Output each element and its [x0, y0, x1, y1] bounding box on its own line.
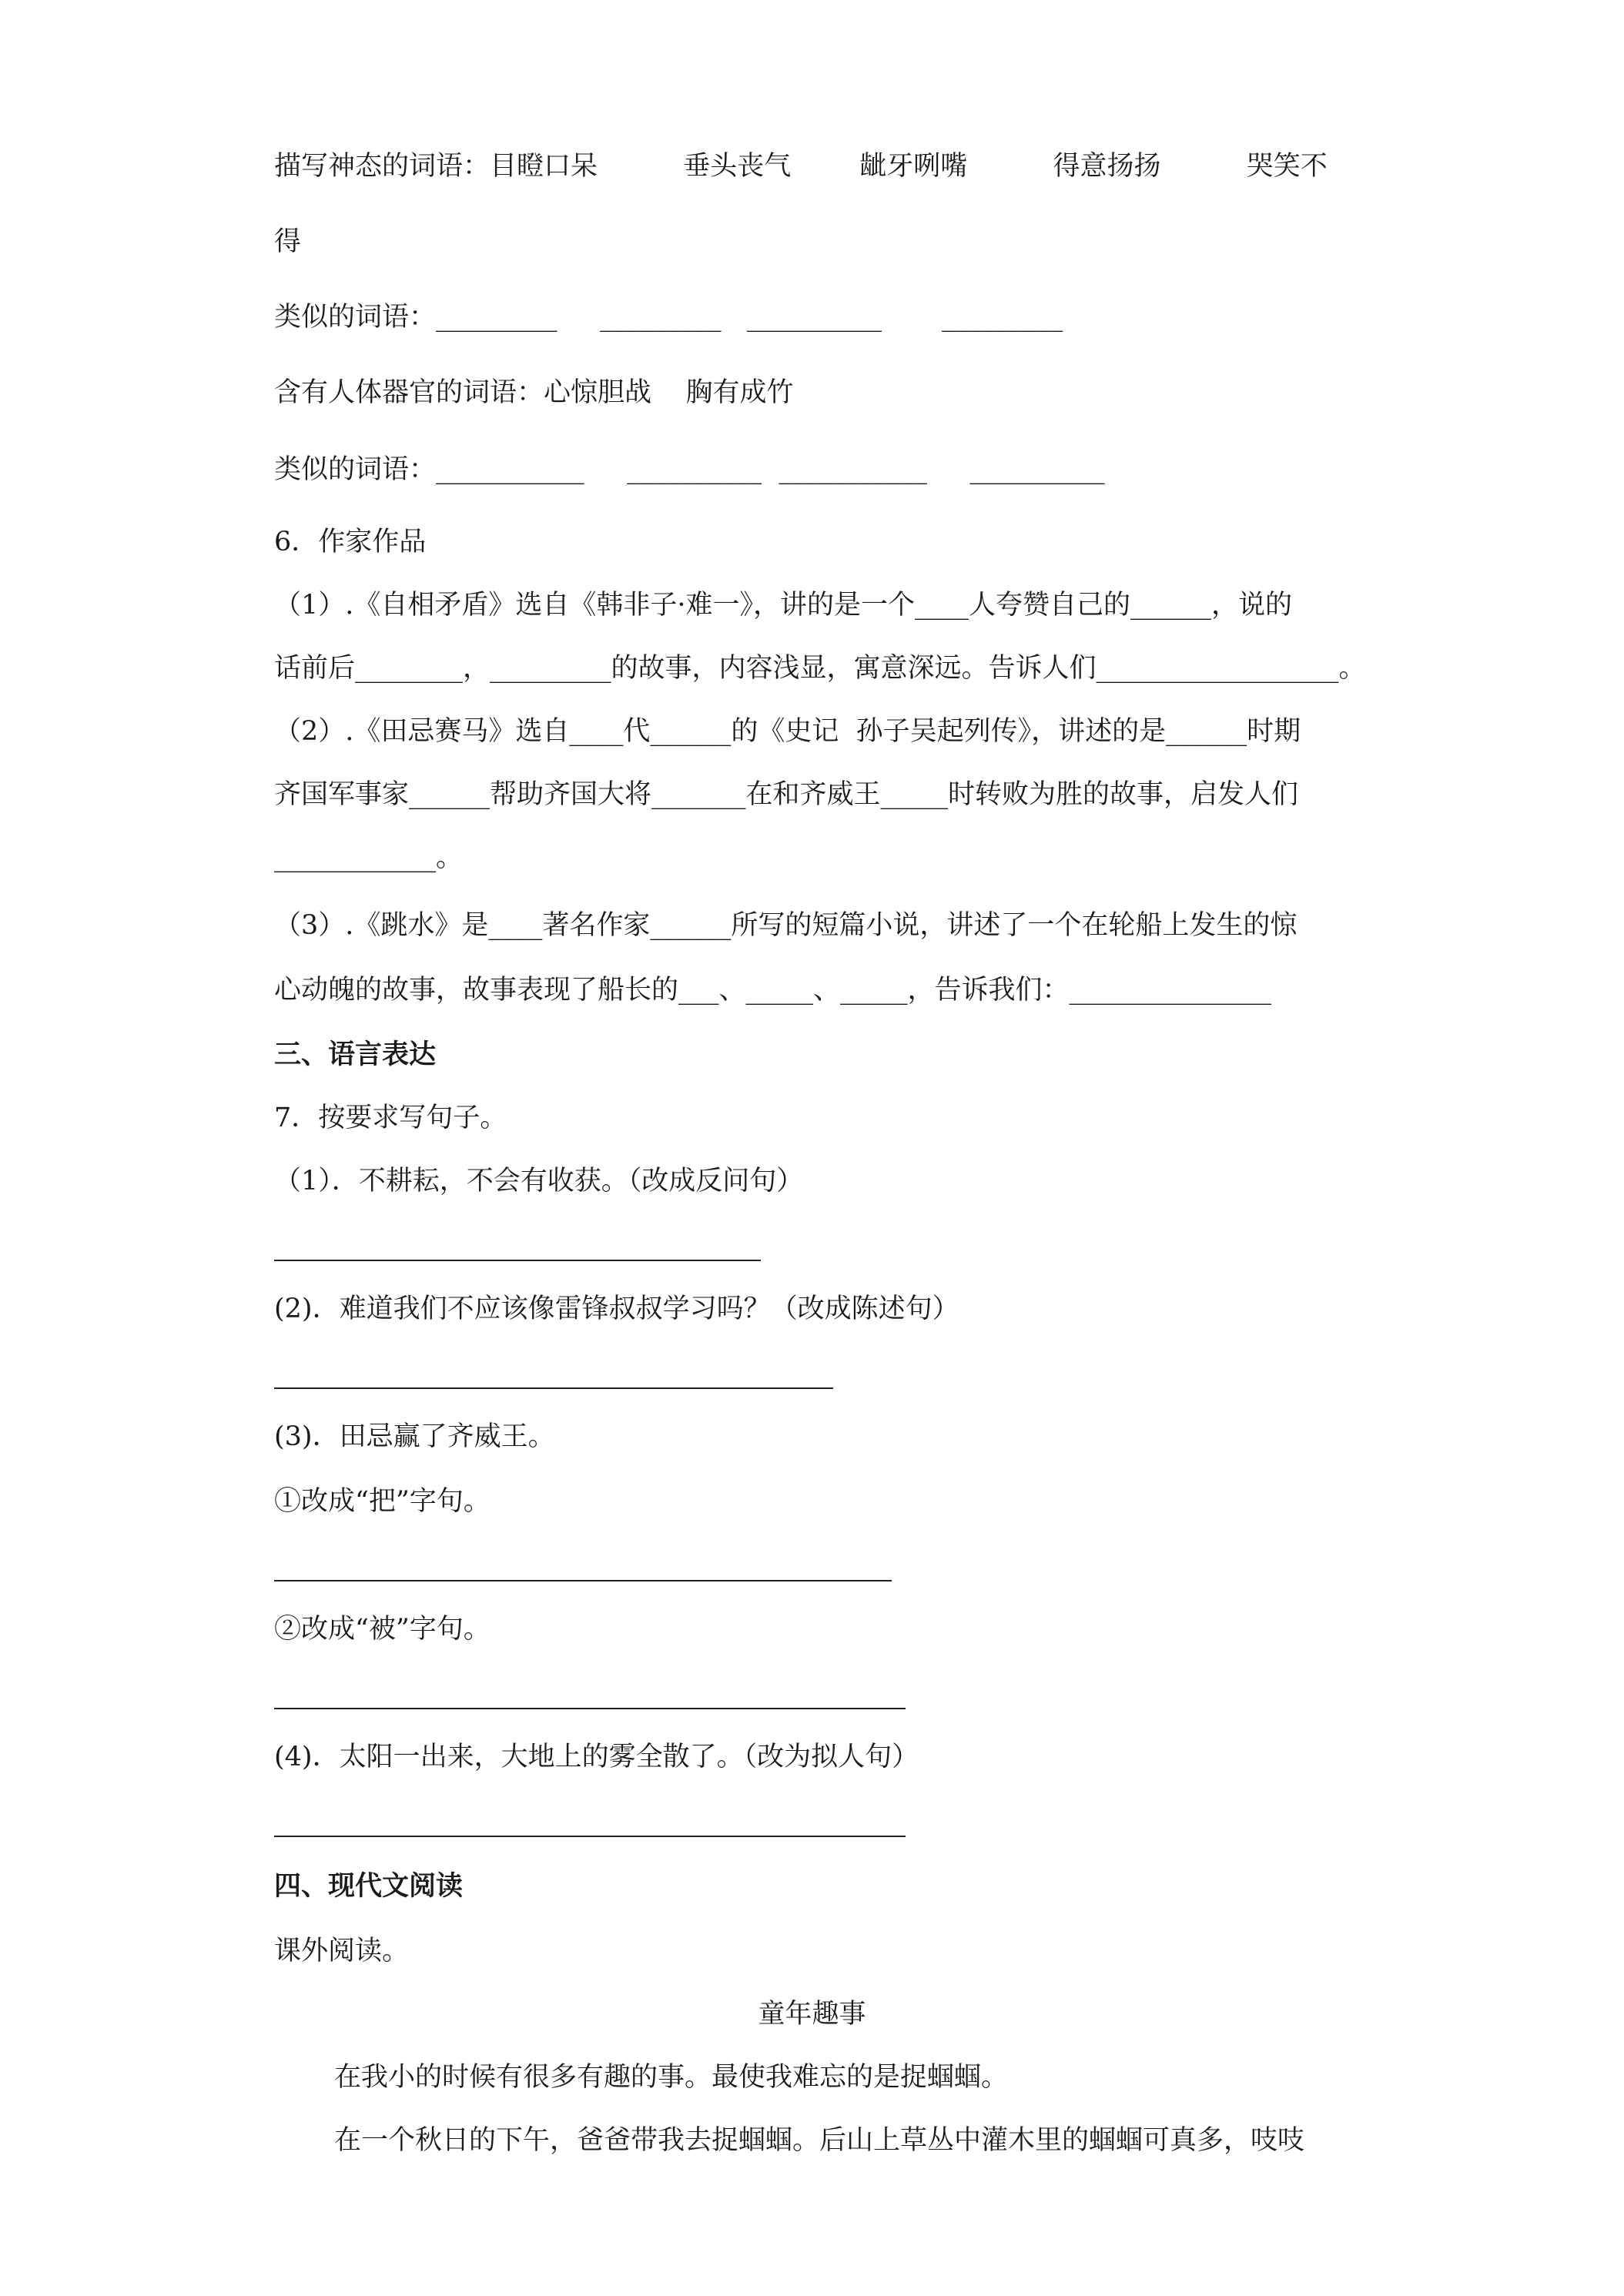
question-6-title: 6．作家作品 [274, 527, 427, 557]
q7-part1-prompt: （1）．不耕耘，不会有收获。（改成反问句） [274, 1166, 804, 1197]
q6-part1-line1: （1）.《自相矛盾》选自《韩非子·难一》，讲的是一个____人夸赞自己的______，说的 [274, 590, 1293, 621]
passage-title: 童年趣事 [758, 1999, 866, 2030]
question-7-title: 7．按要求写句子。 [274, 1103, 507, 1133]
section-4-heading: 四、现代文阅读 [274, 1871, 464, 1902]
answer-line-4 [274, 1708, 906, 1709]
q7-part3-sub2: ②改成“被”字句。 [274, 1614, 491, 1645]
passage-paragraph-1: 在我小的时候有很多有趣的事。最使我难忘的是捉蝈蝈。 [334, 2062, 1009, 2093]
q6-part3-line1: （3）.《跳水》是____著名作家______所写的短篇小说，讲述了一个在轮船上发生的惊 [274, 910, 1298, 941]
q6-part1-line2: 话前后________，_________的故事，内容浅显，寓意深远。告诉人们__________________。 [274, 653, 1366, 684]
reading-instruction: 课外阅读。 [274, 1936, 410, 1966]
q7-part3-sub1: ①改成“把”字句。 [274, 1486, 491, 1517]
answer-line-3 [274, 1580, 892, 1581]
q6-part3-line2: 心动魄的故事，故事表现了船长的___、_____、_____，告诉我们：_______________ [274, 975, 1272, 1006]
q7-part3-prompt: (3)．田忌赢了齐威王。 [274, 1421, 555, 1452]
organ-words-line: 含有人体器官的词语：心惊胆战 胸有成竹 [274, 377, 794, 408]
q6-part2-line1: （2）.《田忌赛马》选自____代______的《史记 孙子吴起列传》，讲述的是______时期 [274, 716, 1301, 747]
answer-line-2 [274, 1387, 833, 1389]
q6-part2-line2: 齐国军事家______帮助齐国大将_______在和齐威王_____时转败为胜的故事，启发人们 [274, 779, 1299, 810]
vocab-expression-line: 描写神态的词语：目瞪口呆 垂头丧气 龇牙咧嘴 得意扬扬 哭笑不 [274, 151, 1328, 182]
answer-line-5 [274, 1836, 906, 1837]
q7-part4-prompt: (4)．太阳一出来，大地上的雾全散了。（改为拟人句） [274, 1742, 919, 1772]
vocab-expression-line-cont: 得 [274, 226, 302, 257]
q7-part2-prompt: (2)．难道我们不应该像雷锋叔叔学习吗？（改成陈述句） [274, 1294, 959, 1324]
answer-line-1 [274, 1260, 761, 1261]
section-3-heading: 三、语言表达 [274, 1039, 437, 1070]
passage-paragraph-2: 在一个秋日的下午，爸爸带我去捉蝈蝈。后山上草丛中灌木里的蝈蝈可真多，吱吱 [334, 2125, 1305, 2156]
similar-words-line-1: 类似的词语：_________ _________ __________ _________ [274, 302, 1063, 333]
q6-part2-line3: ____________。 [274, 842, 464, 873]
similar-words-line-2: 类似的词语：___________ __________ ___________ __________ [274, 454, 1105, 485]
